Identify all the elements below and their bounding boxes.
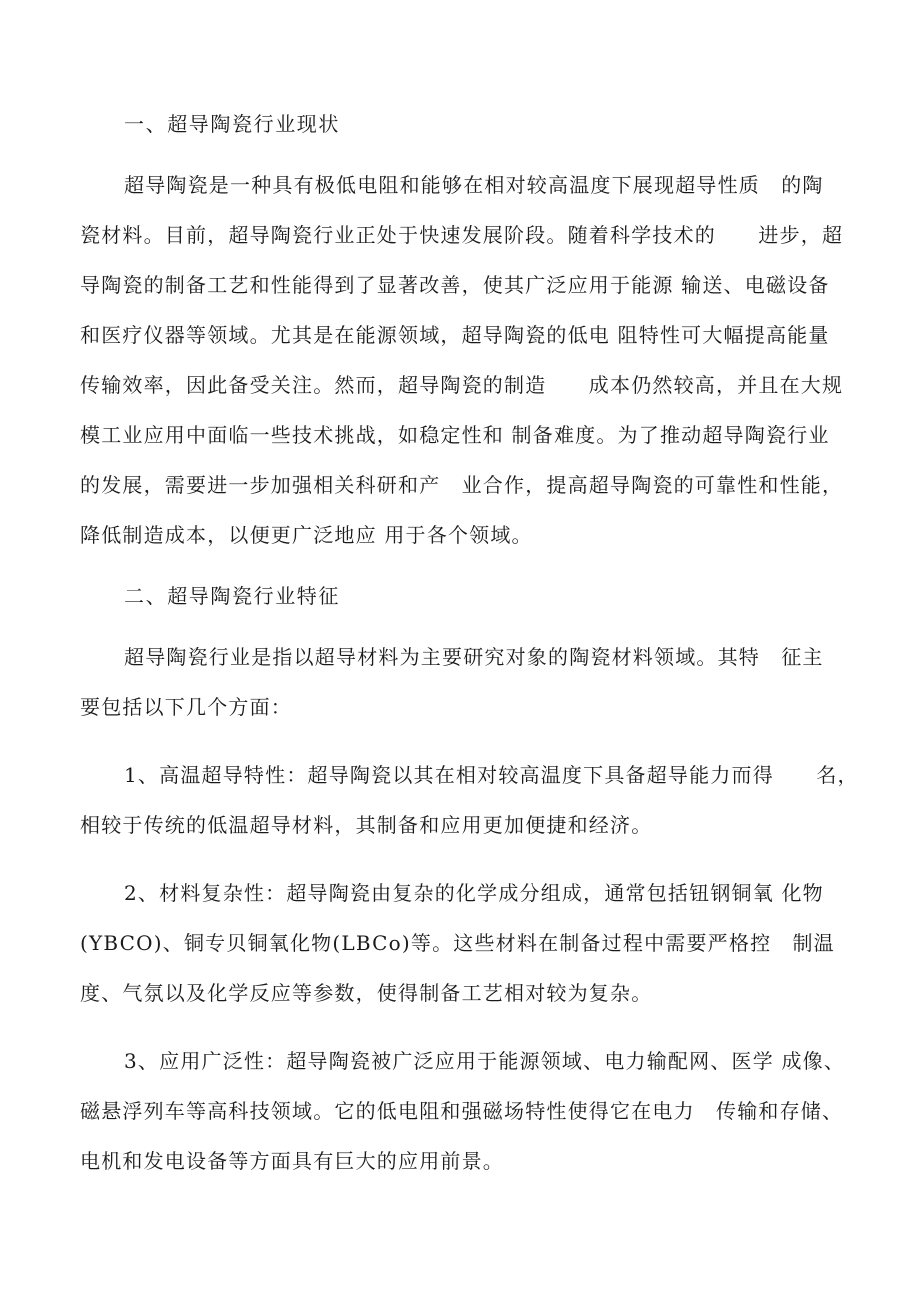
section-heading-status: 一、超导陶瓷行业现状 [124, 112, 340, 136]
text-line: 降低制造成本，以便更广泛地应 用于各个领域。 [80, 523, 533, 547]
text-line: 超导陶瓷是一种具有极低电阻和能够在相对较高温度下展现超导性质 的陶 [124, 173, 824, 197]
text-line: 度、气氛以及化学反应等参数，使得制备工艺相对较为复杂。 [80, 981, 653, 1005]
paragraph-features-intro [80, 632, 840, 732]
text-line: 模工业应用中面临一些技术挑战，如稳定性和 制备难度。为了推动超导陶瓷行业 [80, 423, 830, 447]
text-line: 2、材料复杂性：超导陶瓷由复杂的化学成分组成，通常包括钮钢铜氧 化物 [124, 881, 824, 905]
list-item-high-temperature [80, 750, 859, 850]
text-line: (YBCO)、铜专贝铜氧化物(LBCo)等。这些材料在制备过程中需要严格控 制温 [80, 931, 835, 955]
text-line: 超导陶瓷行业是指以超导材料为主要研究对象的陶瓷材料领域。其特 征主 [124, 645, 824, 669]
text-line: 电机和发电设备等方面具有巨大的应用前景。 [80, 1149, 504, 1173]
text-line: 磁悬浮列车等高科技领域。它的低电阻和强磁场特性使得它在电力 传输和存储、 [80, 1099, 844, 1123]
text-line: 传输效率，因此备受关注。然而，超导陶瓷的制造 成本仍然较高，并且在大规 [80, 373, 844, 397]
text-line: 相较于传统的低温超导材料，其制备和应用更加便捷和经济。 [80, 813, 653, 837]
text-line: 和医疗仪器等领域。尤其是在能源领域，超导陶瓷的低电 阻特性可大幅提高能量 [80, 323, 830, 347]
list-item-material-complexity [80, 868, 840, 1018]
text-line: 的发展，需要进一步加强相关科研和产 业合作，提高超导陶瓷的可靠性和性能， [80, 473, 844, 497]
text-line: 要包括以下几个方面： [80, 695, 292, 719]
list-item-wide-application [80, 1036, 846, 1186]
text-line: 3、应用广泛性：超导陶瓷被广泛应用于能源领域、电力输配网、医学 成像、 [124, 1049, 846, 1073]
text-line: 瓷材料。目前，超导陶瓷行业正处于快速发展阶段。随着科学技术的 进步，超 [80, 223, 844, 247]
section-heading-features: 二、超导陶瓷行业特征 [124, 584, 340, 608]
paragraph-status [80, 160, 844, 560]
text-line: 1、高温超导特性：超导陶瓷以其在相对较高温度下具备超导能力而得 名， [124, 763, 859, 787]
text-line: 导陶瓷的制备工艺和性能得到了显著改善，使其广泛应用于能源 输送、电磁设备 [80, 273, 830, 297]
